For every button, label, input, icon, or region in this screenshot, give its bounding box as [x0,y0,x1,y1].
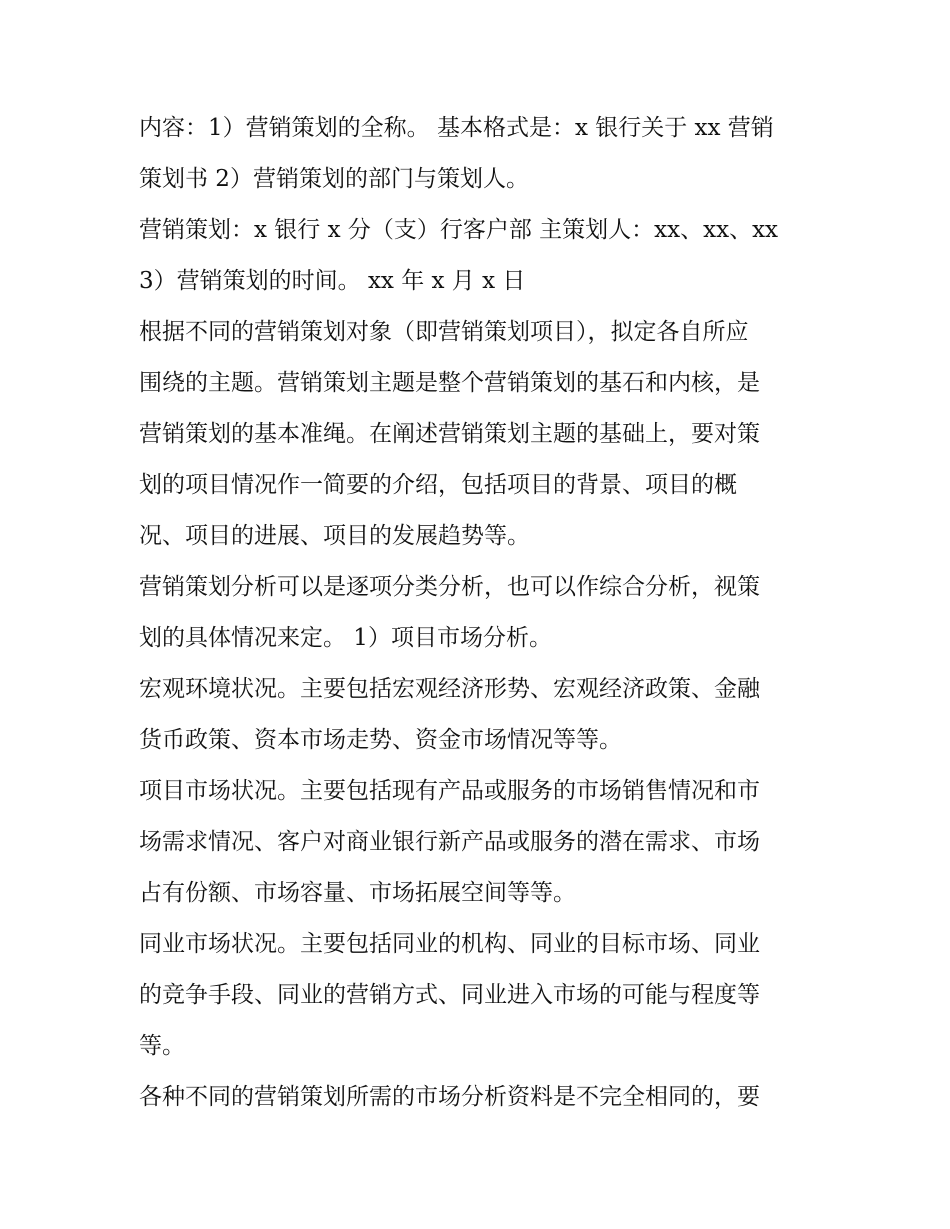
text-line: 货币政策、资本市场走势、资金市场情况等等。 [139,727,622,753]
paragraph-plan-name [139,103,819,205]
text-line: 各种不同的营销策划所需的市场分析资料是不完全相同的，要 [139,1084,760,1110]
text-line: 等。 [139,1033,185,1059]
text-line: 营销策划的基本准绳。在阐述营销策划主题的基础上，要对策 [139,421,760,447]
text-line: 根据不同的营销策划对象（即营销策划项目），拟定各自所应 [139,319,749,345]
paragraph-project-market [139,766,819,919]
paragraph-plan-planner [139,205,819,307]
text-line: 场需求情况、客户对商业银行新产品或服务的潜在需求、市场 [139,829,760,855]
text-line: 项目市场状况。主要包括现有产品或服务的市场销售情况和市 [139,778,760,804]
text-line: 况、项目的进展、项目的发展趋势等。 [139,523,530,549]
text-line: 策划书 2）营销策划的部门与策划人。 [139,166,529,192]
paragraph-plan-theme [139,307,819,562]
text-line: 的竞争手段、同业的营销方式、同业进入市场的可能与程度等 [139,982,760,1008]
paragraph-peer-market [139,919,819,1072]
text-line: 营销策划：x 银行 x 分（支）行客户部 主策划人：xx、xx、xx [139,217,779,243]
text-line: 宏观环境状况。主要包括宏观经济形势、宏观经济政策、金融 [139,676,760,702]
paragraph-market-data [139,1072,819,1123]
text-line: 营销策划分析可以是逐项分类分析，也可以作综合分析，视策 [139,574,760,600]
text-line: 划的项目情况作一简要的介绍，包括项目的背景、项目的概 [139,472,737,498]
paragraph-macro-environment [139,664,819,766]
text-line: 围绕的主题。营销策划主题是整个营销策划的基石和内核，是 [139,370,760,396]
text-line: 占有份额、市场容量、市场拓展空间等等。 [139,880,576,906]
text-line: 划的具体情况来定。 1）项目市场分析。 [139,625,552,651]
text-line: 同业市场状况。主要包括同业的机构、同业的目标市场、同业 [139,931,760,957]
document-page [139,103,819,1123]
text-line: 内容：1）营销策划的全称。 基本格式是：x 银行关于 xx 营销 [139,115,774,141]
paragraph-plan-analysis [139,562,819,664]
text-line: 3）营销策划的时间。 xx 年 x 月 x 日 [139,268,526,294]
